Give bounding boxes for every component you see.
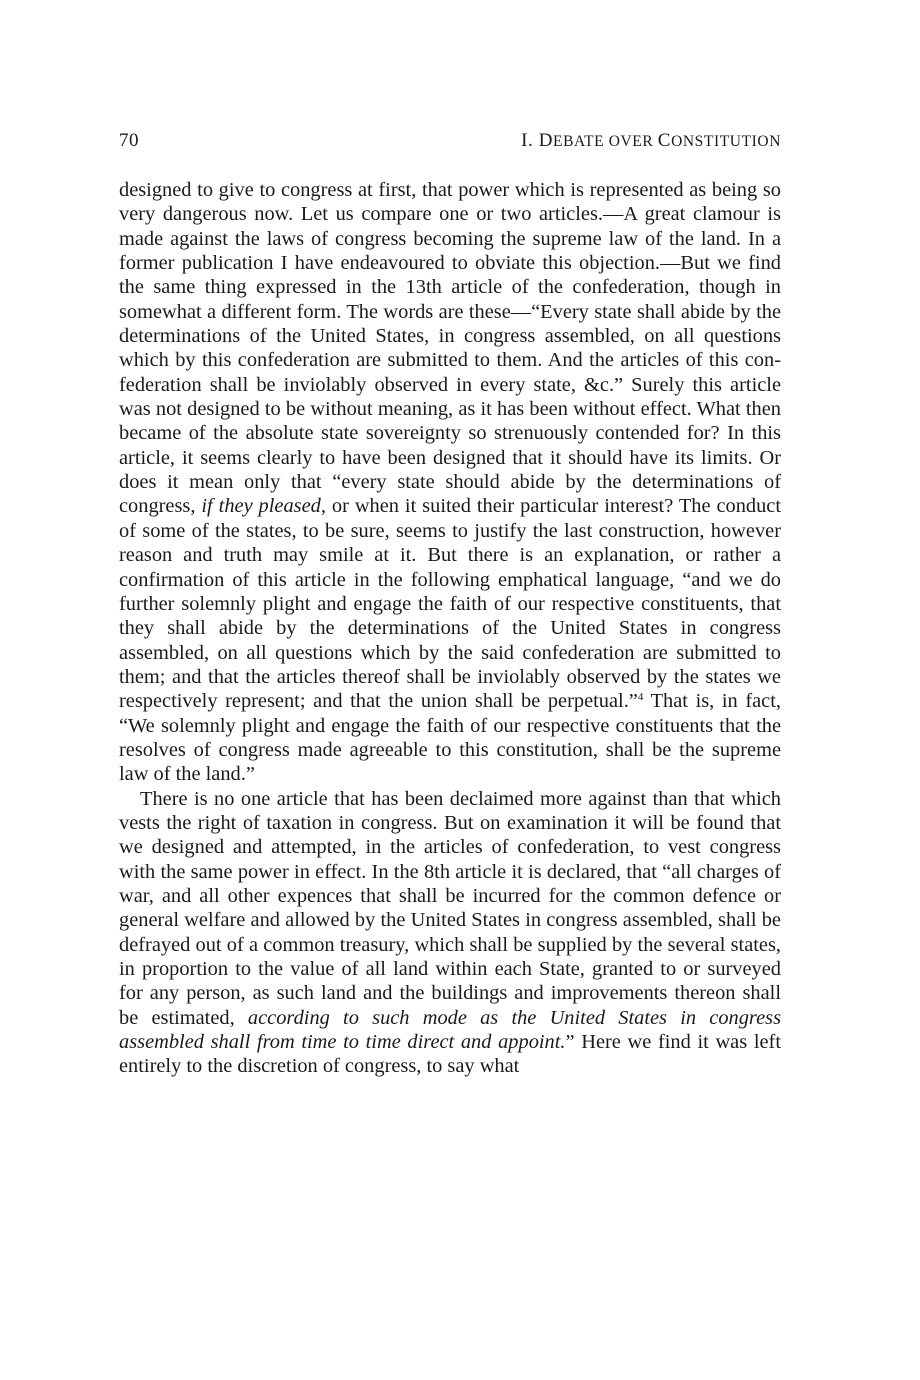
book-page	[119, 128, 781, 1079]
running-head-title-lead: I. D	[521, 130, 554, 151]
running-head-title-word3-initial: C	[657, 130, 672, 151]
paragraph-1-text-b: or when it suited their particular interest? The conduct of some of the states, to be sure, seems to justify the last construction, however reason and truth may smile at it. But there is an explanation, or rather a confirmation of this article in the following emphatical language, “and we do further solemnly plight and engage the faith of our respective constituents, that they shall abide by the determinations of the United States in congress assembled, on all questions which by the said confederation are submitted to them; and that the articles thereof shall be inviolably observed by the states we respectively represent; and that the union shall be perpetual.”	[119, 495, 782, 713]
page-number: 70	[119, 130, 139, 151]
running-head-title-word1: EBATE	[553, 133, 605, 150]
running-head-title-word3: ONSTITUTION	[671, 133, 781, 150]
paragraph-1	[119, 178, 781, 787]
paragraph-2	[119, 787, 781, 1079]
paragraph-1-italic: if they pleased,	[201, 495, 326, 518]
body-text	[119, 178, 781, 1079]
running-head	[119, 128, 781, 155]
paragraph-2-text-b: ” Here we find it was left entirely to the discretion of congress, to say what	[119, 1031, 781, 1078]
paragraph-2-italic: according to such mode as the United States in congress assembled shall from time to time direct and appoint.	[119, 1006, 782, 1054]
paragraph-2-text-a: There is no one article that has been declaimed more against than that which vests the right of taxation in congress. But on examination it will be found that we designed and attempted, in the articles of confederation, to vest congress with the same power in effect. In the 8th article it is declared, that “all charges of war, and all other expences that shall be incurred for the common defence or general welfare and allowed by the United States in congress assembled, shall be defrayed out of a common treasury, which shall be supplied by the several states, in proportion to the value of all land within each State, granted to or surveyed for any person, as such land and the buildings and improvements thereon shall be estimated,	[119, 787, 781, 1029]
running-head-title	[521, 128, 781, 155]
paragraph-1-text-a: designed to give to congress at first, that power which is represented as being so very dangerous now. Let us compare one or two articles.—A great clamour is made against the laws of congress becoming the supreme law of the land. In a former publication I have endeavoured to obviate this objection.—But we find the same thing expressed in the 13th article of the confederation, though in somewhat a different form. The words are these—“Every state shall abide by the determinations of the United States, in congress assembled, on all questions which by this confederation are submitted to them. And the articles of this confederation shall be inviolably observed in every state, &c.” Surely this article was not designed to be without meaning, as it has been without effect. What then became of the absolute state sovereignty so strenuously contended for? In this article, it seems clearly to have been designed that it should have its limits. Or does it mean only that “every state should abide by the determinations of congress,	[119, 179, 781, 518]
footnote-marker: 4	[637, 691, 644, 704]
paragraph-1-text-c: That is, in fact, “We solemnly plight and engage the faith of our respective constituents that the resolves of congress made agreeable to this constitution, shall be the supreme law of the land.”	[119, 690, 781, 786]
running-head-title-middle: OVER	[604, 133, 658, 150]
